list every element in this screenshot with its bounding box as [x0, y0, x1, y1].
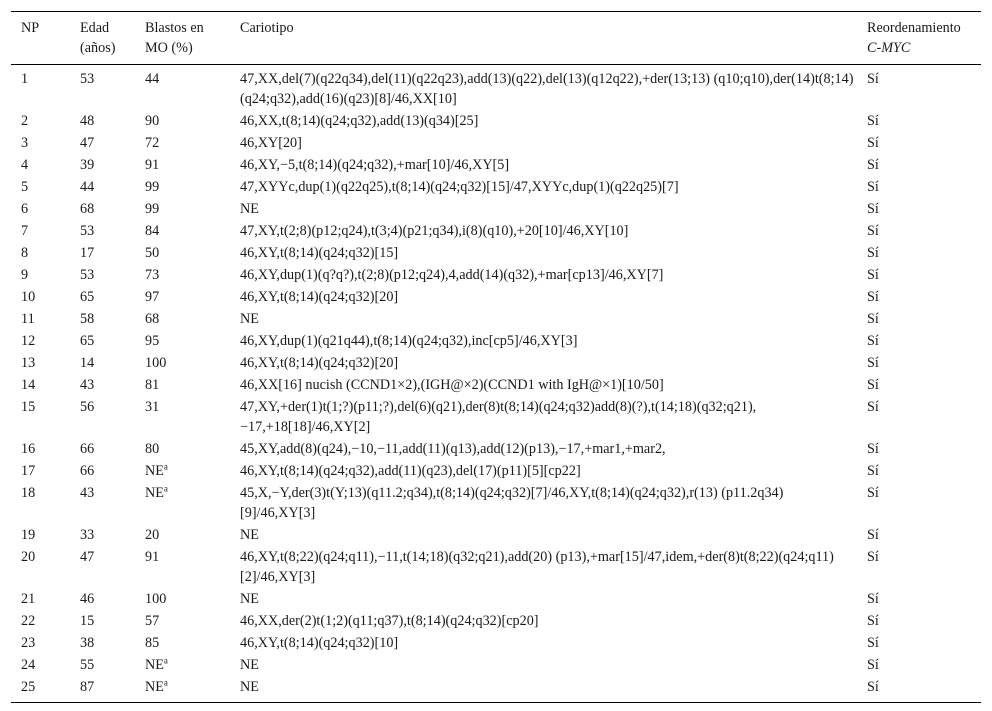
- table-row: [11, 110, 981, 132]
- header-blastos: [135, 12, 230, 65]
- cell-edad: [70, 264, 135, 286]
- header-edad-line1: Edad: [80, 20, 110, 36]
- cell-edad: [70, 198, 135, 220]
- cell-blastos-text: 73: [145, 267, 160, 283]
- table-row: [11, 176, 981, 198]
- cell-reordenamiento: [857, 176, 981, 198]
- cell-blastos: [135, 308, 230, 330]
- cell-edad-text: 43: [80, 377, 95, 393]
- cell-blastos: [135, 482, 230, 524]
- cell-blastos: [135, 65, 230, 111]
- table-row: [11, 198, 981, 220]
- cell-blastos: [135, 460, 230, 482]
- cell-reordenamiento-text: Sí: [867, 113, 879, 129]
- header-np: [11, 12, 70, 65]
- table-header: [11, 12, 981, 65]
- cell-cariotipo: [230, 198, 857, 220]
- cell-reordenamiento-text: Sí: [867, 679, 879, 695]
- cell-blastos-text: 80: [145, 441, 160, 457]
- table-row: [11, 308, 981, 330]
- table-row: [11, 330, 981, 352]
- cell-edad: [70, 132, 135, 154]
- cell-edad-text: 39: [80, 157, 95, 173]
- cell-blastos-text: 20: [145, 527, 160, 543]
- cell-edad-text: 66: [80, 441, 95, 457]
- cell-edad: [70, 546, 135, 588]
- cell-blastos-text: 81: [145, 377, 160, 393]
- cell-edad-text: 53: [80, 267, 95, 283]
- cell-blastos-text: NE: [145, 485, 164, 501]
- cell-blastos-text: 72: [145, 135, 160, 151]
- cell-edad: [70, 308, 135, 330]
- cell-edad: [70, 524, 135, 546]
- cell-edad-text: 44: [80, 179, 95, 195]
- cell-edad-text: 56: [80, 399, 95, 415]
- footnote-marker: a: [163, 461, 168, 472]
- cell-edad-text: 46: [80, 591, 95, 607]
- cell-np-text: 5: [21, 179, 29, 195]
- cell-cariotipo: [230, 65, 857, 111]
- cell-edad-text: 48: [80, 113, 95, 129]
- header-reord-line1: Reordenamiento: [867, 20, 961, 36]
- cell-cariotipo: [230, 154, 857, 176]
- cell-reordenamiento-text: Sí: [867, 71, 879, 87]
- cell-edad: [70, 286, 135, 308]
- cell-np-text: 12: [21, 333, 36, 349]
- cell-reordenamiento-text: Sí: [867, 311, 879, 327]
- cell-cariotipo-text: 46,XX,der(2)t(1;2)(q11;q37),t(8;14)(q24;q32)[cp20]: [240, 613, 539, 629]
- cell-np: [11, 460, 70, 482]
- cell-cariotipo-text: 46,XY,t(8;14)(q24;q32)[15]: [240, 245, 399, 261]
- cell-blastos: [135, 676, 230, 703]
- cell-edad: [70, 242, 135, 264]
- cell-cariotipo-text: 47,XY,t(2;8)(p12;q24),t(3;4)(p21;q34),i(8)(q10),+20[10]/46,XY[10]: [240, 223, 629, 239]
- cell-blastos: [135, 632, 230, 654]
- cell-cariotipo: [230, 654, 857, 676]
- cell-np: [11, 396, 70, 438]
- cell-edad-text: 47: [80, 135, 95, 151]
- cell-reordenamiento-text: Sí: [867, 135, 879, 151]
- cell-cariotipo-text: NE: [240, 311, 259, 327]
- cell-cariotipo: [230, 460, 857, 482]
- cell-blastos-text: 99: [145, 201, 160, 217]
- cell-reordenamiento: [857, 676, 981, 703]
- cell-cariotipo: [230, 242, 857, 264]
- cell-np-text: 10: [21, 289, 36, 305]
- cell-cariotipo-text: 46,XY,−5,t(8;14)(q24;q32),+mar[10]/46,XY[5]: [240, 157, 510, 173]
- cell-blastos-text: NE: [145, 657, 164, 673]
- cell-np-text: 7: [21, 223, 29, 239]
- cell-cariotipo: [230, 676, 857, 703]
- cell-edad: [70, 65, 135, 111]
- cell-reordenamiento: [857, 198, 981, 220]
- cell-blastos-text: NE: [145, 679, 164, 695]
- cell-edad-text: 58: [80, 311, 95, 327]
- cell-cariotipo-text: 45,X,−Y,der(3)t(Y;13)(q11.2;q34),t(8;14)(q24;q32)[7]/46,XY,t(8;14)(q24;q32),r(13) (p11.2q34)[9]/46,XY[3]: [240, 485, 784, 521]
- cell-blastos: [135, 330, 230, 352]
- cell-reordenamiento: [857, 352, 981, 374]
- cell-blastos-text: 91: [145, 549, 160, 565]
- cell-reordenamiento: [857, 330, 981, 352]
- cell-cariotipo-text: 46,XY,dup(1)(q?q?),t(2;8)(p12;q24),4,add(14)(q32),+mar[cp13]/46,XY[7]: [240, 267, 664, 283]
- cell-np: [11, 546, 70, 588]
- cell-cariotipo: [230, 524, 857, 546]
- cell-reordenamiento-text: Sí: [867, 657, 879, 673]
- cell-cariotipo-text: 46,XX[16] nucish (CCND1×2),(IGH@×2)(CCND1 with IgH@×1)[10/50]: [240, 377, 664, 393]
- cell-np-text: 19: [21, 527, 36, 543]
- cell-cariotipo: [230, 264, 857, 286]
- cell-np: [11, 198, 70, 220]
- footnote-marker: a: [163, 655, 168, 666]
- cell-np: [11, 286, 70, 308]
- cell-reordenamiento: [857, 654, 981, 676]
- cell-reordenamiento: [857, 632, 981, 654]
- cell-blastos-text: NE: [145, 463, 164, 479]
- cell-np: [11, 374, 70, 396]
- cell-cariotipo: [230, 220, 857, 242]
- cell-edad-text: 47: [80, 549, 95, 565]
- cell-cariotipo-text: 47,XY,+der(1)t(1;?)(p11;?),del(6)(q21),der(8)t(8;14)(q24;q32)add(8)(?),t(14;18)(q32;q21), −17,+18[18]/46,XY[2]: [240, 399, 757, 435]
- cell-np-text: 9: [21, 267, 29, 283]
- cell-edad-text: 53: [80, 71, 95, 87]
- cell-cariotipo: [230, 176, 857, 198]
- cell-cariotipo-text: NE: [240, 527, 259, 543]
- cell-blastos-text: 97: [145, 289, 160, 305]
- cell-blastos: [135, 132, 230, 154]
- cell-blastos: [135, 220, 230, 242]
- cell-cariotipo-text: NE: [240, 591, 259, 607]
- cell-blastos: [135, 654, 230, 676]
- cell-reordenamiento: [857, 438, 981, 460]
- cell-cariotipo: [230, 132, 857, 154]
- cell-cariotipo: [230, 330, 857, 352]
- cell-cariotipo-text: NE: [240, 201, 259, 217]
- cell-reordenamiento-text: Sí: [867, 289, 879, 305]
- cell-np-text: 18: [21, 485, 36, 501]
- table-row: [11, 632, 981, 654]
- cell-reordenamiento-text: Sí: [867, 441, 879, 457]
- cell-blastos: [135, 286, 230, 308]
- header-edad: [70, 12, 135, 65]
- cell-np: [11, 352, 70, 374]
- table-row: [11, 242, 981, 264]
- header-row: [11, 12, 981, 65]
- cell-reordenamiento: [857, 396, 981, 438]
- cell-reordenamiento: [857, 374, 981, 396]
- cell-reordenamiento-text: Sí: [867, 245, 879, 261]
- cell-np-text: 20: [21, 549, 36, 565]
- cell-blastos: [135, 154, 230, 176]
- cell-cariotipo-text: 46,XY,t(8;14)(q24;q32),add(11)(q23),del(17)(p11)[5][cp22]: [240, 463, 581, 479]
- cell-reordenamiento: [857, 286, 981, 308]
- cell-edad: [70, 610, 135, 632]
- cell-cariotipo: [230, 110, 857, 132]
- cell-np-text: 6: [21, 201, 29, 217]
- cell-edad-text: 38: [80, 635, 95, 651]
- table-row: [11, 264, 981, 286]
- table-row: [11, 482, 981, 524]
- cell-cariotipo-text: NE: [240, 679, 259, 695]
- cell-reordenamiento-text: Sí: [867, 377, 879, 393]
- cell-edad: [70, 330, 135, 352]
- cell-blastos-text: 84: [145, 223, 160, 239]
- cell-reordenamiento-text: Sí: [867, 399, 879, 415]
- cell-reordenamiento-text: Sí: [867, 157, 879, 173]
- cell-np: [11, 482, 70, 524]
- cell-blastos: [135, 546, 230, 588]
- cell-edad: [70, 676, 135, 703]
- cell-cariotipo-text: 46,XY,t(8;14)(q24;q32)[20]: [240, 355, 399, 371]
- cell-reordenamiento-text: Sí: [867, 591, 879, 607]
- cell-edad-text: 66: [80, 463, 95, 479]
- header-edad-line2: (años): [80, 40, 116, 56]
- cell-cariotipo-text: 45,XY,add(8)(q24),−10,−11,add(11)(q13),add(12)(p13),−17,+mar1,+mar2,: [240, 441, 666, 457]
- cell-edad: [70, 460, 135, 482]
- table-row: [11, 286, 981, 308]
- cell-cariotipo-text: 47,XX,del(7)(q22q34),del(11)(q22q23),add(13)(q22),del(13)(q12q22),+der(13;13) (q10;q10),der(14)t(8;14)(q24;q32),add(16)(q23)[8]/46,XX[10]: [240, 71, 854, 107]
- cell-np: [11, 242, 70, 264]
- table-row: [11, 524, 981, 546]
- cell-reordenamiento: [857, 460, 981, 482]
- cell-blastos-text: 91: [145, 157, 160, 173]
- cell-edad-text: 15: [80, 613, 95, 629]
- table-row: [11, 610, 981, 632]
- cell-edad: [70, 482, 135, 524]
- cell-blastos-text: 99: [145, 179, 160, 195]
- cell-blastos-text: 50: [145, 245, 160, 261]
- table-body: [11, 65, 981, 703]
- cell-edad-text: 53: [80, 223, 95, 239]
- cell-np: [11, 524, 70, 546]
- header-blastos-line2: MO (%): [145, 40, 193, 56]
- cell-edad: [70, 374, 135, 396]
- cell-edad: [70, 220, 135, 242]
- cell-blastos-text: 95: [145, 333, 160, 349]
- cell-reordenamiento-text: Sí: [867, 613, 879, 629]
- cell-cariotipo-text: 46,XY,t(8;14)(q24;q32)[10]: [240, 635, 399, 651]
- cell-blastos-text: 57: [145, 613, 160, 629]
- cell-np: [11, 154, 70, 176]
- cell-cariotipo-text: 46,XY,dup(1)(q21q44),t(8;14)(q24;q32),inc[cp5]/46,XY[3]: [240, 333, 578, 349]
- cell-cariotipo: [230, 546, 857, 588]
- table-row: [11, 132, 981, 154]
- cell-blastos: [135, 438, 230, 460]
- cell-cariotipo: [230, 588, 857, 610]
- table-row: [11, 438, 981, 460]
- cell-blastos-text: 44: [145, 71, 160, 87]
- table-row: [11, 676, 981, 703]
- cell-blastos: [135, 396, 230, 438]
- cell-reordenamiento-text: Sí: [867, 201, 879, 217]
- cell-cariotipo: [230, 352, 857, 374]
- cell-reordenamiento-text: Sí: [867, 527, 879, 543]
- cell-reordenamiento-text: Sí: [867, 485, 879, 501]
- cell-np: [11, 65, 70, 111]
- cell-edad: [70, 654, 135, 676]
- cell-cariotipo-text: 46,XY,t(8;22)(q24;q11),−11,t(14;18)(q32;q21),add(20) (p13),+mar[15]/47,idem,+der(8)t(8;22)(q24;q11) [2]/46,XY[3]: [240, 549, 834, 585]
- cell-cariotipo: [230, 374, 857, 396]
- cell-blastos-text: 68: [145, 311, 160, 327]
- table-row: [11, 546, 981, 588]
- cell-reordenamiento: [857, 132, 981, 154]
- cell-np-text: 21: [21, 591, 36, 607]
- cell-cariotipo-text: 46,XY[20]: [240, 135, 302, 151]
- header-reord-line2: C-MYC: [867, 40, 911, 56]
- cell-blastos: [135, 610, 230, 632]
- cell-reordenamiento-text: Sí: [867, 223, 879, 239]
- cell-np: [11, 588, 70, 610]
- cell-blastos: [135, 198, 230, 220]
- cell-reordenamiento: [857, 154, 981, 176]
- cell-blastos: [135, 176, 230, 198]
- cell-cariotipo: [230, 308, 857, 330]
- cell-blastos: [135, 264, 230, 286]
- cell-reordenamiento: [857, 264, 981, 286]
- cell-np-text: 16: [21, 441, 36, 457]
- table-row: [11, 154, 981, 176]
- cell-np-text: 11: [21, 311, 35, 327]
- cell-reordenamiento-text: Sí: [867, 267, 879, 283]
- table-row: [11, 396, 981, 438]
- cell-reordenamiento: [857, 524, 981, 546]
- header-cariotipo: [230, 12, 857, 65]
- cell-reordenamiento: [857, 588, 981, 610]
- cell-reordenamiento: [857, 65, 981, 111]
- footnote-marker: a: [163, 677, 168, 688]
- footnote-marker: a: [163, 483, 168, 494]
- cell-np: [11, 330, 70, 352]
- cell-np-text: 13: [21, 355, 36, 371]
- header-reordenamiento: [857, 12, 981, 65]
- cell-np: [11, 264, 70, 286]
- header-cariotipo-label: Cariotipo: [240, 20, 294, 36]
- cell-cariotipo: [230, 438, 857, 460]
- cell-cariotipo-text: 46,XX,t(8;14)(q24;q32),add(13)(q34)[25]: [240, 113, 479, 129]
- cell-blastos-text: 31: [145, 399, 160, 415]
- cell-np-text: 1: [21, 71, 29, 87]
- cell-blastos-text: 85: [145, 635, 160, 651]
- cell-edad: [70, 176, 135, 198]
- cell-np: [11, 308, 70, 330]
- cell-cariotipo: [230, 632, 857, 654]
- cell-reordenamiento: [857, 110, 981, 132]
- cell-edad-text: 17: [80, 245, 95, 261]
- cell-reordenamiento: [857, 308, 981, 330]
- cell-edad-text: 65: [80, 289, 95, 305]
- cell-np-text: 25: [21, 679, 36, 695]
- cell-cariotipo-text: NE: [240, 657, 259, 673]
- cell-cariotipo: [230, 482, 857, 524]
- cell-reordenamiento-text: Sí: [867, 355, 879, 371]
- cell-np-text: 24: [21, 657, 36, 673]
- cell-np: [11, 676, 70, 703]
- cell-reordenamiento-text: Sí: [867, 549, 879, 565]
- cell-np-text: 2: [21, 113, 29, 129]
- cell-reordenamiento: [857, 546, 981, 588]
- table-row: [11, 654, 981, 676]
- table-row: [11, 65, 981, 111]
- cell-np: [11, 610, 70, 632]
- cell-blastos: [135, 242, 230, 264]
- cell-edad-text: 55: [80, 657, 95, 673]
- cell-blastos: [135, 374, 230, 396]
- cell-reordenamiento: [857, 610, 981, 632]
- cell-cariotipo: [230, 610, 857, 632]
- cell-np: [11, 438, 70, 460]
- header-np-label: NP: [21, 20, 40, 36]
- table-row: [11, 374, 981, 396]
- cell-edad-text: 14: [80, 355, 95, 371]
- cell-np-text: 4: [21, 157, 29, 173]
- cell-edad-text: 43: [80, 485, 95, 501]
- cell-edad: [70, 396, 135, 438]
- cell-np-text: 23: [21, 635, 36, 651]
- cell-blastos-text: 90: [145, 113, 160, 129]
- cell-reordenamiento: [857, 220, 981, 242]
- cell-reordenamiento-text: Sí: [867, 179, 879, 195]
- cell-np: [11, 110, 70, 132]
- cell-edad: [70, 588, 135, 610]
- cell-np: [11, 220, 70, 242]
- cell-reordenamiento-text: Sí: [867, 635, 879, 651]
- cell-edad: [70, 352, 135, 374]
- cell-np-text: 14: [21, 377, 36, 393]
- cell-cariotipo: [230, 286, 857, 308]
- table-row: [11, 220, 981, 242]
- cell-np-text: 3: [21, 135, 29, 151]
- cell-edad: [70, 110, 135, 132]
- cell-edad-text: 65: [80, 333, 95, 349]
- cell-blastos: [135, 588, 230, 610]
- cell-edad-text: 33: [80, 527, 95, 543]
- cell-reordenamiento: [857, 482, 981, 524]
- cell-edad-text: 68: [80, 201, 95, 217]
- cell-reordenamiento-text: Sí: [867, 463, 879, 479]
- cell-cariotipo-text: 47,XYYc,dup(1)(q22q25),t(8;14)(q24;q32)[15]/47,XYYc,dup(1)(q22q25)[7]: [240, 179, 679, 195]
- table-row: [11, 460, 981, 482]
- cell-np-text: 17: [21, 463, 36, 479]
- cell-edad: [70, 632, 135, 654]
- cell-blastos: [135, 352, 230, 374]
- cell-blastos: [135, 110, 230, 132]
- cell-np-text: 22: [21, 613, 36, 629]
- table-row: [11, 352, 981, 374]
- cell-edad: [70, 154, 135, 176]
- cell-reordenamiento-text: Sí: [867, 333, 879, 349]
- cell-blastos: [135, 524, 230, 546]
- cell-edad-text: 87: [80, 679, 95, 695]
- cell-np: [11, 176, 70, 198]
- cell-np-text: 15: [21, 399, 36, 415]
- cell-edad: [70, 438, 135, 460]
- header-blastos-line1: Blastos en: [145, 20, 204, 36]
- cell-np: [11, 654, 70, 676]
- cell-np: [11, 632, 70, 654]
- cell-np: [11, 132, 70, 154]
- cell-blastos-text: 100: [145, 591, 167, 607]
- cell-np-text: 8: [21, 245, 29, 261]
- cell-cariotipo: [230, 396, 857, 438]
- table-row: [11, 588, 981, 610]
- cell-blastos-text: 100: [145, 355, 167, 371]
- cell-cariotipo-text: 46,XY,t(8;14)(q24;q32)[20]: [240, 289, 399, 305]
- cell-reordenamiento: [857, 242, 981, 264]
- karyotype-table: [11, 11, 981, 703]
